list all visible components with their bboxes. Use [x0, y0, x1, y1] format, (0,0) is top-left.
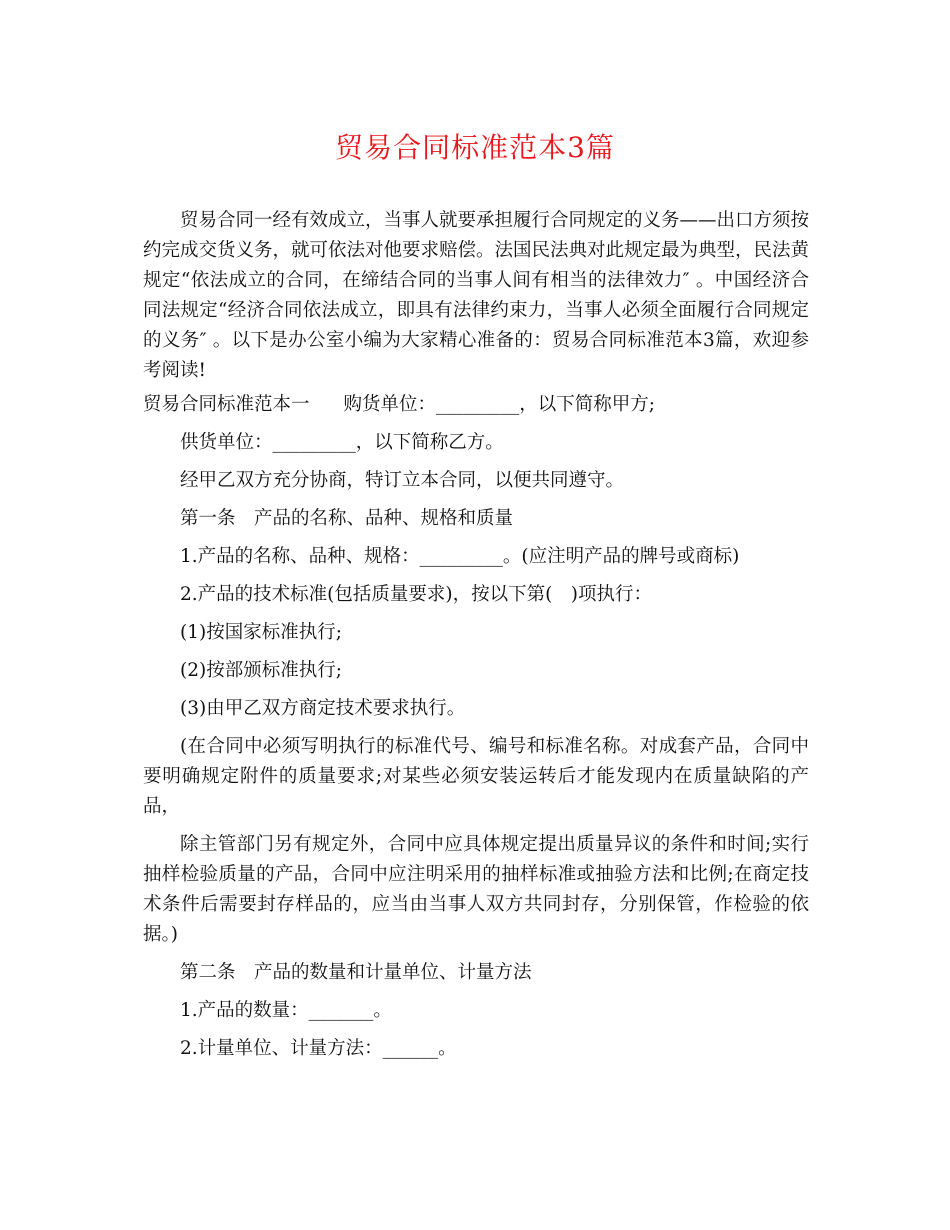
article-1-note-2: 除主管部门另有规定外，合同中应具体规定提出质量异议的条件和时间;实行抽样检验质量的产品，合同中应注明采用的抽样标准或抽验方法和比例;在商定技术条件后需要封存样品的，应当由当事人双方共同封存，分别保管，作检验的依据。): [143, 834, 809, 945]
agreement-paragraph: 经甲乙双方充分协商，特订立本合同，以便共同遵守。: [180, 470, 625, 491]
intro-paragraph: 贸易合同一经有效成立，当事人就要承担履行合同规定的义务——出口方须按约完成交货义务，就可依法对他要求赔偿。法国民法典对此规定最为典型，民法黄规定“依法成立的合同，在缔结合同的当事人间有相当的法律效力″ 。中国经济合同法规定“经济合同依法成立，即具有法律约束力，当事人必须全面履行合同规定的义务″ 。以下是办公室小编为大家精心准备的：贸易合同标准范本3篇，欢迎参考阅读!: [143, 210, 810, 381]
article-2-item-2: 2.计量单位、计量方法：______。: [180, 1038, 457, 1059]
contract-heading-line: [143, 390, 809, 420]
article-1-option-2: (2)按部颁标准执行;: [180, 660, 342, 681]
article-1-option-1: (1)按国家标准执行;: [180, 622, 342, 643]
article-1-item-2: 2.产品的技术标准(包括质量要求)，按以下第( )项执行：: [180, 584, 653, 605]
article-2-heading: 第二条 产品的数量和计量单位、计量方法: [180, 962, 532, 983]
article-2-item-1: 1.产品的数量：_______。: [180, 1000, 392, 1021]
document-body: [143, 206, 809, 1072]
article-1-item-1: 1.产品的名称、品种、规格：_________。(应注明产品的牌号或商标): [180, 546, 740, 567]
article-1-option-3: (3)由甲乙双方商定技术要求执行。: [180, 698, 466, 719]
article-1-heading: 第一条 产品的名称、品种、规格和质量: [180, 508, 514, 529]
contract-heading: 贸易合同标准范本一: [143, 394, 310, 415]
article-1-note-1: (在合同中必须写明执行的标准代号、编号和标准名称。对成套产品，合同中要明确规定附件的质量要求;对某些必须安装运转后才能发现内在质量缺陷的产品，: [143, 736, 809, 817]
seller-line: 供货单位：_________，以下简称乙方。: [180, 432, 504, 453]
document-title: 贸易合同标准范本3篇: [335, 131, 615, 164]
buyer-line: 购货单位：_________，以下简称甲方;: [343, 394, 655, 415]
